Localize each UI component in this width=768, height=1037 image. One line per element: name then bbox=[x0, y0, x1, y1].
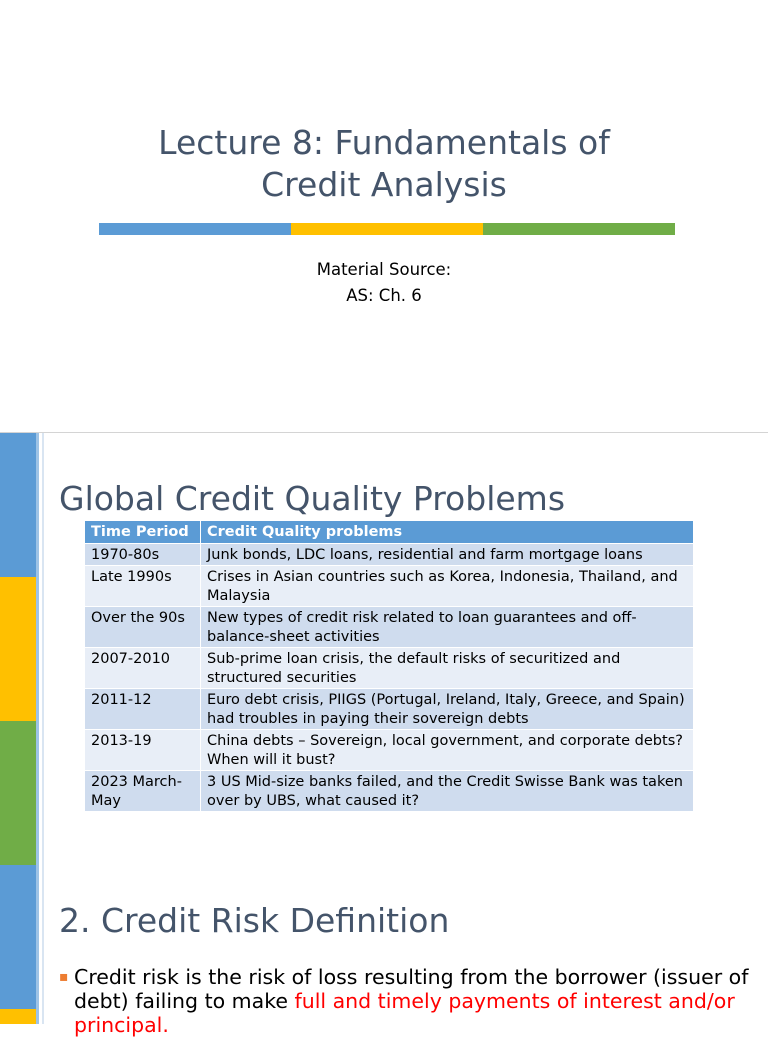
square-bullet-icon: ▪ bbox=[59, 969, 69, 985]
bar-segment-blue bbox=[99, 223, 291, 235]
cell-problem: 3 US Mid-size banks failed, and the Credit Swisse Bank was taken over by UBS, what caused it? bbox=[201, 771, 694, 812]
table-row bbox=[85, 607, 694, 648]
cell-problem: Sub-prime loan crisis, the default risks of securitized and structured securities bbox=[201, 648, 694, 689]
header-time-period: Time Period bbox=[85, 521, 201, 543]
sidebar-accent-line bbox=[36, 433, 39, 1024]
cell-period: 2013-19 bbox=[85, 730, 201, 771]
table-row bbox=[85, 689, 694, 730]
bar-segment-yellow bbox=[291, 223, 483, 235]
title-line-2: Credit Analysis bbox=[261, 165, 507, 204]
cell-problem: Euro debt crisis, PIIGS (Portugal, Ireland, Italy, Greece, and Spain) had troubles in paying their sovereign debts bbox=[201, 689, 694, 730]
credit-problems-table bbox=[85, 521, 694, 812]
cell-period: Late 1990s bbox=[85, 566, 201, 607]
section-heading-2: 2. Credit Risk Definition bbox=[59, 901, 450, 940]
table-header-row bbox=[85, 521, 694, 543]
content-slide bbox=[0, 433, 768, 1037]
slide-subtitle bbox=[184, 257, 584, 309]
bullet-text-highlight: full and timely payments of interest and/or principal. bbox=[74, 989, 735, 1037]
bar-segment-green bbox=[483, 223, 675, 235]
sidebar-accent-line-light bbox=[42, 433, 44, 1024]
table-row bbox=[85, 771, 694, 812]
header-credit-problems: Credit Quality problems bbox=[201, 521, 694, 543]
cell-problem: Junk bonds, LDC loans, residential and farm mortgage loans bbox=[201, 543, 694, 566]
sidebar-segment-3 bbox=[0, 721, 36, 865]
sidebar-segment-5 bbox=[0, 1009, 36, 1024]
sidebar-segment-1 bbox=[0, 433, 36, 577]
title-line-1: Lecture 8: Fundamentals of bbox=[158, 123, 610, 162]
section-heading: Global Credit Quality Problems bbox=[59, 479, 566, 518]
slide-sidebar bbox=[0, 433, 36, 1024]
title-slide bbox=[0, 0, 768, 432]
bullet-item bbox=[59, 965, 749, 1037]
table-row bbox=[85, 543, 694, 566]
subtitle-line-2: AS: Ch. 6 bbox=[346, 286, 422, 305]
cell-problem: New types of credit risk related to loan guarantees and off-balance-sheet activities bbox=[201, 607, 694, 648]
cell-period: 2007-2010 bbox=[85, 648, 201, 689]
cell-problem: Crises in Asian countries such as Korea, Indonesia, Thailand, and Malaysia bbox=[201, 566, 694, 607]
bullet-text-plain: Credit risk is the risk of loss resulting from the borrower (issuer of debt) failing to make bbox=[74, 965, 749, 1013]
subtitle-line-1: Material Source: bbox=[316, 260, 452, 279]
sidebar-segment-4 bbox=[0, 865, 36, 1009]
cell-period: Over the 90s bbox=[85, 607, 201, 648]
table-row bbox=[85, 648, 694, 689]
slide-title bbox=[84, 122, 684, 206]
cell-problem: China debts – Sovereign, local government, and corporate debts? When will it bust? bbox=[201, 730, 694, 771]
cell-period: 2023 March-May bbox=[85, 771, 201, 812]
cell-period: 1970-80s bbox=[85, 543, 201, 566]
table-row bbox=[85, 730, 694, 771]
table-row bbox=[85, 566, 694, 607]
cell-period: 2011-12 bbox=[85, 689, 201, 730]
bullet-text bbox=[59, 965, 749, 1037]
sidebar-segment-2 bbox=[0, 577, 36, 721]
title-color-bar bbox=[99, 223, 675, 235]
